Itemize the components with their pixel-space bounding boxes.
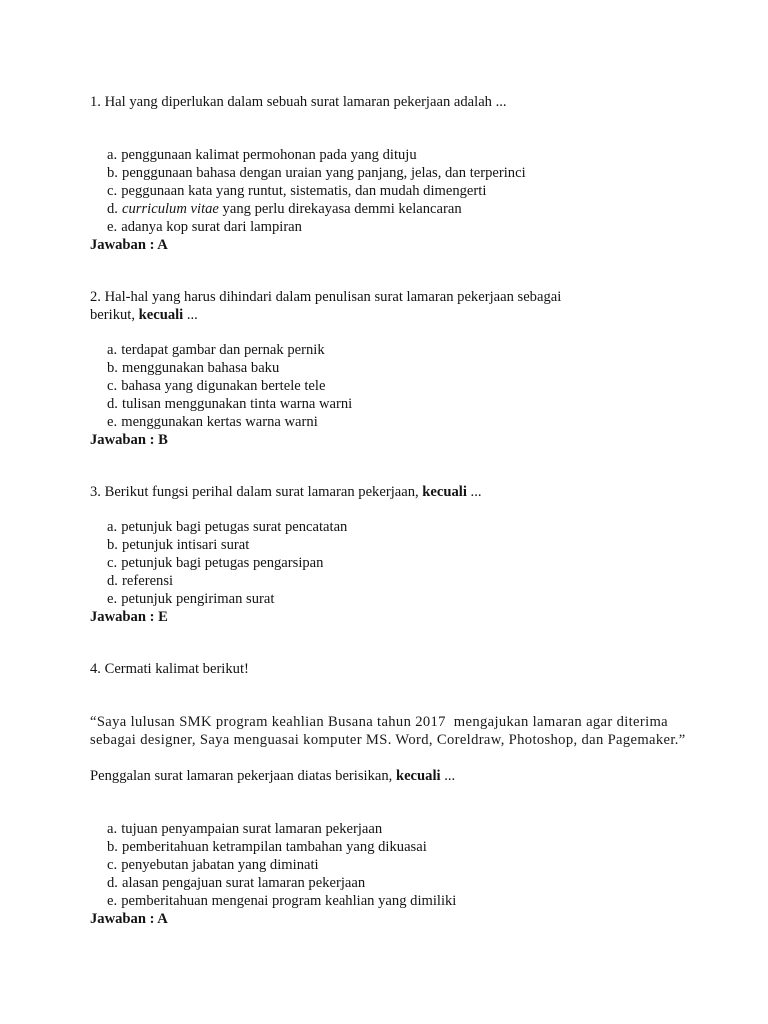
question-4-option-c <box>107 856 319 874</box>
stem-emphasis: kecuali <box>138 307 184 323</box>
question-1-stem: 1. Hal yang diperlukan dalam sebuah surat lamaran pekerjaan adalah ... <box>90 94 507 110</box>
question-1-answer: Jawaban : A <box>90 237 168 253</box>
question-2-option-a <box>107 341 325 359</box>
stem-text: ... <box>183 307 198 323</box>
option-letter: c. <box>107 555 118 571</box>
question-1-option-e <box>107 218 302 236</box>
question-3-option-b <box>107 536 249 554</box>
stem-text: ... <box>466 484 482 500</box>
option-letter: a. <box>107 147 118 163</box>
option-letter: b. <box>107 839 118 855</box>
option-text: petunjuk intisari surat <box>122 537 250 553</box>
option-text: tulisan menggunakan tinta warna warni <box>122 396 353 412</box>
stem-text: ... <box>440 768 456 784</box>
stem-emphasis: kecuali <box>422 484 467 500</box>
stem-emphasis: kecuali <box>395 768 441 784</box>
question-2-stem-line-1: 2. Hal-hal yang harus dihindari dalam penulisan surat lamaran pekerjaan sebagai <box>90 289 562 305</box>
option-letter: c. <box>107 857 118 873</box>
question-2-option-e <box>107 413 318 431</box>
option-letter: a. <box>107 519 118 535</box>
quoted-sentence-line-2: sebagai designer, Saya menguasai komputer MS. Word, Coreldraw, Photoshop, dan Pagemaker.” <box>90 732 686 748</box>
question-4-option-d <box>107 874 365 892</box>
option-text: petunjuk pengiriman surat <box>121 591 275 607</box>
option-text-italic: curriculum vitae <box>122 201 219 217</box>
option-text: peggunaan kata yang runtut, sistematis, dan mudah dimengerti <box>121 183 487 199</box>
question-1-option-b <box>107 164 526 182</box>
question-3-option-a <box>107 518 347 536</box>
question-2-option-c <box>107 377 325 395</box>
option-letter: c. <box>107 183 118 199</box>
question-3-option-c <box>107 554 323 572</box>
question-1-option-d <box>107 200 462 218</box>
question-3-answer: Jawaban : E <box>90 609 168 625</box>
question-3-stem <box>90 483 481 501</box>
question-4-stem: 4. Cermati kalimat berikut! <box>90 661 249 677</box>
question-2-answer: Jawaban : B <box>90 432 168 448</box>
option-text: pemberitahuan mengenai program keahlian yang dimiliki <box>121 893 457 909</box>
option-letter: a. <box>107 342 118 358</box>
option-letter: e. <box>107 219 118 235</box>
option-letter: e. <box>107 893 118 909</box>
option-text: menggunakan bahasa baku <box>122 360 280 376</box>
option-text: petunjuk bagi petugas pengarsipan <box>121 555 324 571</box>
question-4-option-b <box>107 838 427 856</box>
option-letter: d. <box>107 875 118 891</box>
option-letter: d. <box>107 573 118 589</box>
option-letter: e. <box>107 591 118 607</box>
question-2-stem-line-2 <box>90 306 198 324</box>
stem-text: berikut, <box>90 307 139 323</box>
question-3-option-e <box>107 590 274 608</box>
question-4-option-e <box>107 892 456 910</box>
option-text: penggunaan kalimat permohonan pada yang dituju <box>121 147 417 163</box>
option-text: alasan pengajuan surat lamaran pekerjaan <box>122 875 366 891</box>
option-text: menggunakan kertas warna warni <box>121 414 318 430</box>
question-1-option-c <box>107 182 486 200</box>
stem-text: Penggalan surat lamaran pekerjaan diatas berisikan, <box>90 768 396 784</box>
option-letter: b. <box>107 537 118 553</box>
quoted-sentence-line-1: “Saya lulusan SMK program keahlian Busana tahun 2017 mengajukan lamaran agar diterima <box>90 714 669 730</box>
option-letter: c. <box>107 378 118 394</box>
option-text: penyebutan jabatan yang diminati <box>121 857 319 873</box>
option-letter: d. <box>107 201 118 217</box>
option-letter: b. <box>107 165 118 181</box>
question-4-answer: Jawaban : A <box>90 911 168 927</box>
option-text: adanya kop surat dari lampiran <box>121 219 302 235</box>
question-2-option-d <box>107 395 352 413</box>
question-3-option-d <box>107 572 173 590</box>
option-text: referensi <box>122 573 174 589</box>
option-text: yang perlu direkayasa demmi kelancaran <box>218 201 462 217</box>
option-text: terdapat gambar dan pernak pernik <box>121 342 325 358</box>
stem-text: 3. Berikut fungsi perihal dalam surat lamaran pekerjaan, <box>90 484 423 500</box>
option-letter: d. <box>107 396 118 412</box>
option-letter: e. <box>107 414 118 430</box>
option-letter: a. <box>107 821 118 837</box>
question-4-option-a <box>107 820 382 838</box>
option-text: pemberitahuan ketrampilan tambahan yang dikuasai <box>122 839 427 855</box>
question-1-option-a <box>107 146 417 164</box>
option-text: tujuan penyampaian surat lamaran pekerjaan <box>121 821 383 837</box>
option-letter: b. <box>107 360 118 376</box>
option-text: petunjuk bagi petugas surat pencatatan <box>121 519 348 535</box>
question-2-option-b <box>107 359 279 377</box>
option-text: penggunaan bahasa dengan uraian yang panjang, jelas, dan terperinci <box>122 165 526 181</box>
question-4-prompt <box>90 767 455 785</box>
option-text: bahasa yang digunakan bertele tele <box>121 378 326 394</box>
